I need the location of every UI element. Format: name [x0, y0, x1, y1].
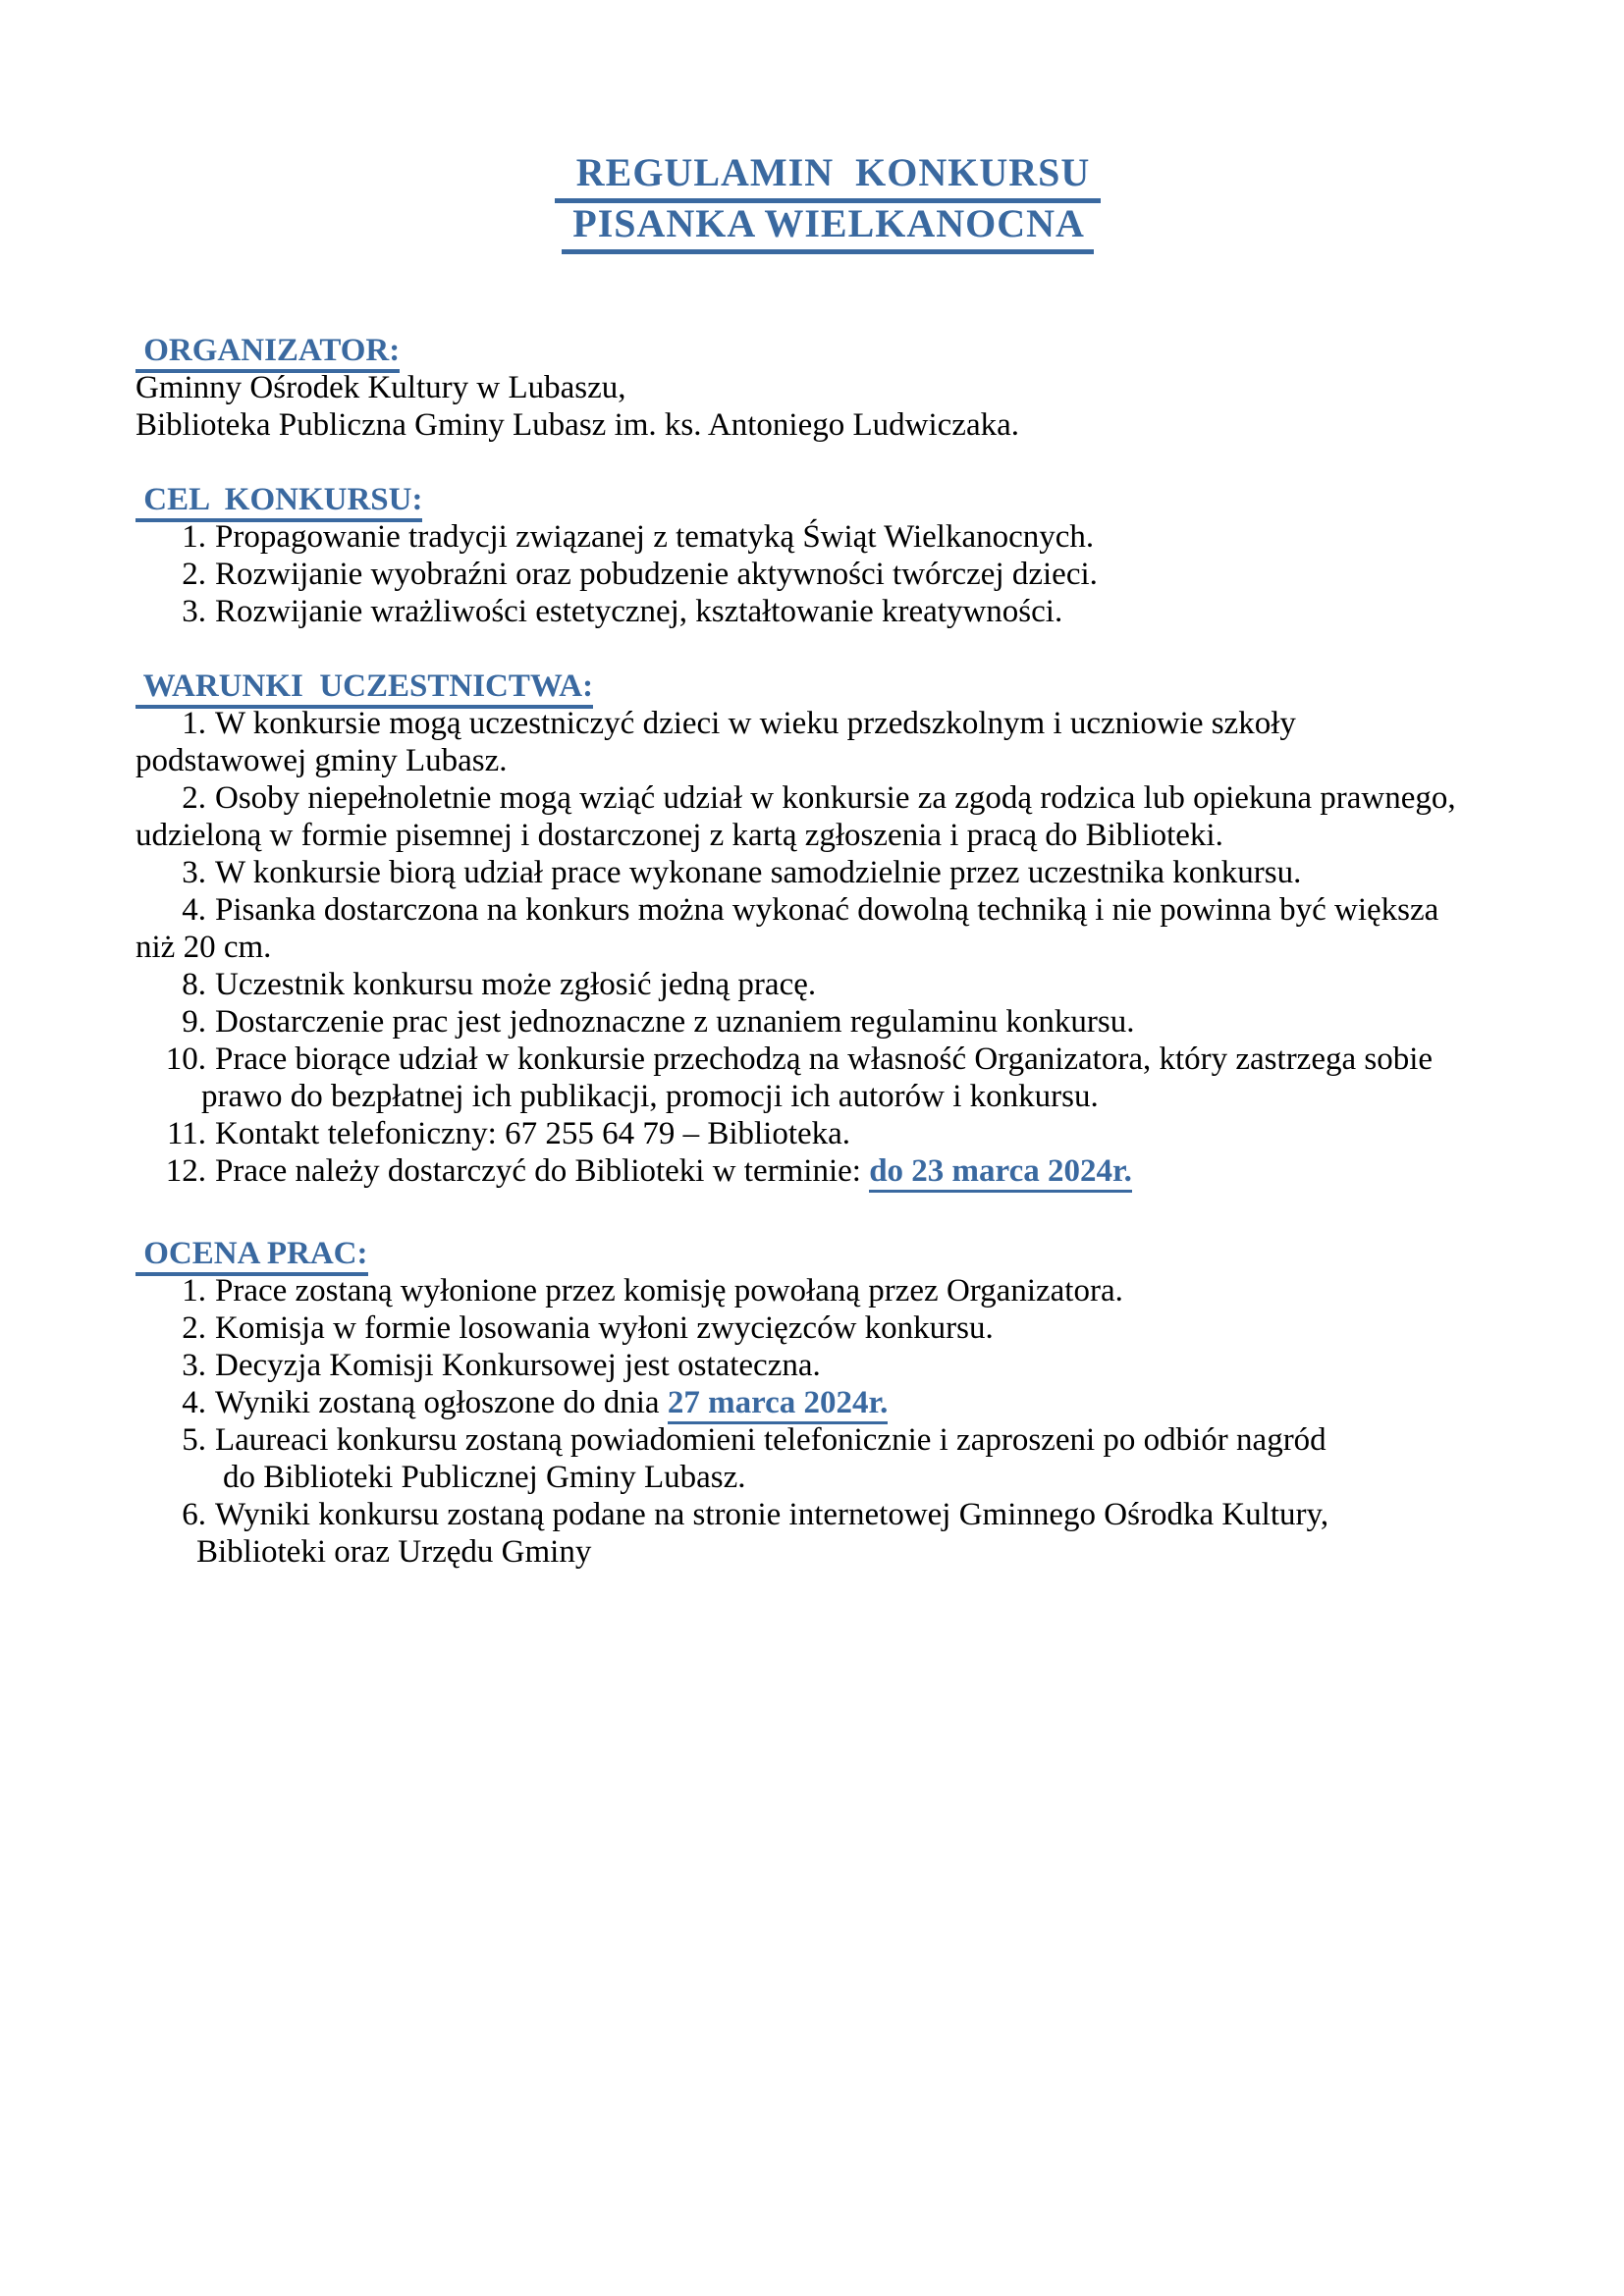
text-segment: W konkursie mogą uczestniczyć dzieci w wieku przedszkolnym i uczniowie szkoły: [215, 706, 1296, 741]
list-item-number: 6.: [182, 1497, 206, 1532]
list-item-text: [215, 1152, 1132, 1190]
list-item-number: 3.: [182, 594, 206, 629]
list-item-text: [215, 891, 1438, 929]
text-segment: Biblioteki oraz Urzędu Gminy: [196, 1534, 592, 1570]
text-segment: Kontakt telefoniczny: 67 255 64 79 – Biblioteka.: [215, 1116, 851, 1151]
title-line-1-row: [16, 147, 1624, 198]
list-item-text: [215, 1309, 994, 1347]
list-item: [135, 1384, 1624, 1421]
list-item-number: 2.: [182, 1310, 206, 1346]
section-heading-row: [135, 481, 1624, 518]
list-item-number: 2.: [182, 780, 206, 816]
text-segment: Rozwijanie wrażliwości estetycznej, kształtowanie kreatywności.: [215, 594, 1063, 629]
list-item: [135, 1347, 1624, 1384]
text-line: [135, 1459, 1624, 1496]
list-item-text: [215, 1384, 888, 1421]
submission-deadline: do 23 marca 2024r.: [869, 1153, 1132, 1193]
text-segment: W konkursie biorą udział prace wykonane samodzielnie przez uczestnika konkursu.: [215, 855, 1302, 890]
list-item-text: [215, 1003, 1134, 1041]
list-item-number: 1.: [182, 519, 206, 555]
list-item-number: 11.: [166, 1116, 206, 1151]
text-segment: prawo do bezpłatnej ich publikacji, promocji ich autorów i konkursu.: [201, 1079, 1099, 1114]
list-item-text: [215, 1496, 1328, 1533]
list-item: [135, 854, 1624, 891]
list-item-number: 2.: [182, 557, 206, 592]
list-item-number: 12.: [165, 1153, 206, 1189]
section-warunki-uczestnictwa: [135, 667, 1624, 1190]
list-item-number: 10.: [165, 1041, 206, 1077]
text-segment: Dostarczenie prac jest jednoznaczne z uznaniem regulaminu konkursu.: [215, 1004, 1135, 1040]
list-item-text: [215, 1347, 821, 1384]
document-body: [135, 332, 1624, 1571]
text-line: [135, 369, 1624, 406]
text-line: [135, 406, 1624, 444]
list-item: [135, 1309, 1624, 1347]
list-item-number: 1.: [182, 706, 206, 741]
list-item: [135, 891, 1624, 929]
text-segment: Wyniki zostaną ogłoszone do dnia: [215, 1385, 668, 1420]
list-item-number: 5.: [182, 1422, 206, 1458]
section-heading-row: [135, 332, 1624, 369]
document-title: [16, 147, 1624, 249]
text-segment: udzieloną w formie pisemnej i dostarczonej z kartą zgłoszenia i pracą do Biblioteki.: [135, 818, 1223, 853]
text-line: [135, 1078, 1624, 1115]
list-item-number: 3.: [182, 855, 206, 890]
list-item-number: 4.: [182, 892, 206, 928]
text-segment: Pisanka dostarczona na konkurs można wykonać dowolną techniką i nie powinna być większa: [215, 892, 1439, 928]
list-item-text: [215, 1272, 1123, 1309]
title-line-2: PISANKA WIELKANOCNA: [562, 201, 1093, 254]
text-segment: Prace należy dostarczyć do Biblioteki w terminie:: [215, 1153, 870, 1189]
section-cel-konkursu: [135, 481, 1624, 630]
list-item-text: [215, 779, 1456, 817]
list-item-text: [215, 966, 816, 1003]
list-item: [135, 1496, 1624, 1533]
title-line-1: REGULAMIN KONKURSU: [555, 150, 1101, 203]
list-item: [135, 1421, 1624, 1459]
text-segment: Biblioteka Publiczna Gminy Lubasz im. ks. Antoniego Ludwiczaka.: [135, 407, 1019, 443]
section-heading-ocena-prac: OCENA PRAC:: [135, 1236, 368, 1276]
section-heading-cel-konkursu: CEL KONKURSU:: [135, 482, 422, 522]
text-segment: Uczestnik konkursu może zgłosić jedną pracę.: [215, 967, 817, 1002]
section-organizator: [135, 332, 1624, 444]
list-item-number: 8.: [182, 967, 206, 1002]
text-segment: Osoby niepełnoletnie mogą wziąć udział w konkursie za zgodą rodzica lub opiekuna prawnego,: [215, 780, 1456, 816]
text-segment: Decyzja Komisji Konkursowej jest ostateczna.: [215, 1348, 821, 1383]
title-line-2-row: [16, 198, 1624, 249]
list-item: [135, 966, 1624, 1003]
text-segment: Wyniki konkursu zostaną podane na stronie internetowej Gminnego Ośrodka Kultury,: [215, 1497, 1329, 1532]
list-item-text: [215, 1115, 850, 1152]
section-heading-organizator: ORGANIZATOR:: [135, 333, 400, 373]
list-item: [135, 1003, 1624, 1041]
section-heading-row: [135, 667, 1624, 705]
list-item: [135, 593, 1624, 630]
list-item: [135, 705, 1624, 742]
list-item-text: [215, 518, 1094, 556]
text-segment: Komisja w formie losowania wyłoni zwycięzców konkursu.: [215, 1310, 994, 1346]
list-item-number: 1.: [182, 1273, 206, 1308]
text-segment: Prace zostaną wyłonione przez komisję powołaną przez Organizatora.: [215, 1273, 1123, 1308]
text-segment: podstawowej gminy Lubasz.: [135, 743, 508, 778]
list-item-text: [215, 854, 1301, 891]
list-item: [135, 1041, 1624, 1078]
list-item: [135, 1115, 1624, 1152]
section-heading-warunki-uczestnictwa: WARUNKI UCZESTNICTWA:: [135, 668, 593, 709]
text-segment: Gminny Ośrodek Kultury w Lubaszu,: [135, 370, 626, 405]
results-announcement-date: 27 marca 2024r.: [668, 1385, 889, 1424]
list-item-number: 4.: [182, 1385, 206, 1420]
list-item-text: [215, 705, 1296, 742]
list-item: [135, 1272, 1624, 1309]
text-line: [135, 817, 1624, 854]
list-item-text: [215, 556, 1098, 593]
section-heading-row: [135, 1235, 1624, 1272]
text-line: [135, 742, 1624, 779]
section-ocena-prac: [135, 1235, 1624, 1571]
list-item: [135, 556, 1624, 593]
text-segment: do Biblioteki Publicznej Gminy Lubasz.: [223, 1460, 746, 1495]
list-item: [135, 1152, 1624, 1190]
text-segment: Laureaci konkursu zostaną powiadomieni telefonicznie i zaproszeni po odbiór nagród: [215, 1422, 1326, 1458]
list-item-number: 9.: [182, 1004, 206, 1040]
text-segment: niż 20 cm.: [135, 930, 272, 965]
text-segment: Propagowanie tradycji związanej z tematyką Świąt Wielkanocnych.: [215, 519, 1095, 555]
text-line: [135, 929, 1624, 966]
list-item-number: 3.: [182, 1348, 206, 1383]
list-item-text: [215, 1041, 1433, 1078]
list-item-text: [215, 1421, 1326, 1459]
text-segment: Rozwijanie wyobraźni oraz pobudzenie aktywności twórczej dzieci.: [215, 557, 1098, 592]
list-item-text: [215, 593, 1062, 630]
text-line: [135, 1533, 1624, 1571]
text-segment: Prace biorące udział w konkursie przechodzą na własność Organizatora, który zastrzega sobie: [215, 1041, 1434, 1077]
list-item: [135, 779, 1624, 817]
list-item: [135, 518, 1624, 556]
